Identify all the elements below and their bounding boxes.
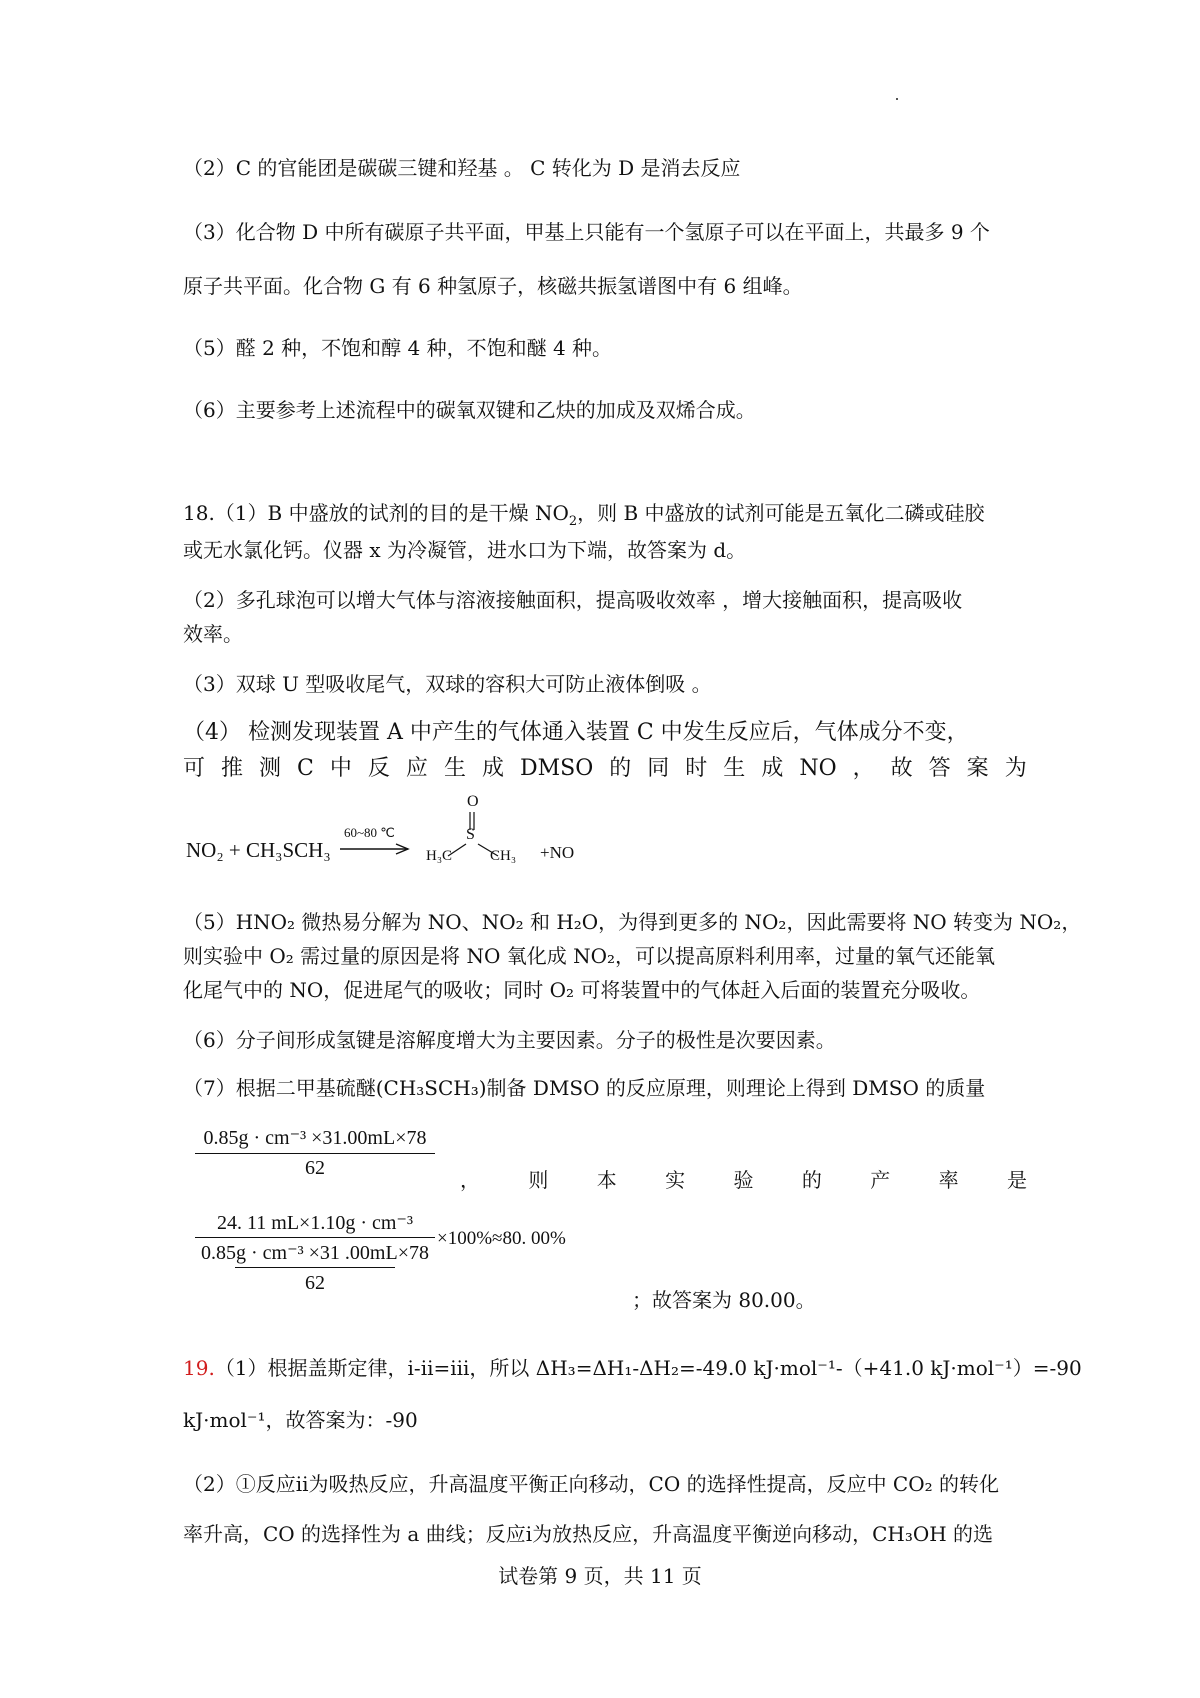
reaction-reactants: NO₂ + CH₃SCH₃ [186, 838, 331, 862]
q18-part1-line1: 18.（1）B 中盛放的试剂的目的是干燥 $NO_2$，则 B 中盛放的试剂可能是五氧化二磷或硅胶 [183, 501, 985, 529]
yield-intro-word-6: 产 [870, 1168, 891, 1192]
q18-part4-word-0: 可 [183, 756, 206, 781]
q17-part5: （5）醛 2 种，不饱和醇 4 种，不饱和醚 4 种。 [183, 336, 613, 360]
q18-part1-line2: 或无水氯化钙。仪器 x 为冷凝管，进水口为下端，故答案为 d。 [183, 538, 747, 562]
q18-part4-word-13: 生 [723, 756, 746, 781]
scan-speck [896, 98, 898, 100]
yield-intro-word-5: 的 [801, 1168, 822, 1192]
q18-part5-line3: 化尾气中的 NO，促进尾气的吸收；同时 O₂ 可将装置中的气体赶入后面的装置充分吸收。 [183, 978, 981, 1002]
yield-inner-denominator: 62 [235, 1267, 395, 1295]
fraction-denominator: 62 [195, 1153, 435, 1180]
yield-inner-numerator: 0.85g · cm⁻³ ×31 .00mL×78 [201, 1242, 429, 1264]
q18-part5-line2: 则实验中 O₂ 需过量的原因是将 NO 氧化成 NO₂，可以提高原料利用率，过量的氧气还能氧 [183, 944, 996, 968]
q18-part4-word-18: 答 [928, 756, 951, 781]
yield-result: ×100%≈80. 00% [437, 1228, 566, 1249]
yield-intro-word-0: ， [460, 1168, 480, 1192]
q18-part6: （6）分子间形成氢键是溶解度增大为主要因素。分子的极性是次要因素。 [183, 1028, 836, 1052]
q18-part4-word-10: 的 [609, 756, 632, 781]
q19-part2-line2: 率升高，CO 的选择性为 a 曲线；反应i为放热反应，升高温度平衡逆向移动，CH₃OH 的选 [183, 1522, 994, 1546]
yield-intro-word-1: 则 [528, 1168, 549, 1192]
q18-part4-word-11: 同 [647, 756, 670, 781]
reaction-condition: 60~80 ℃ [344, 825, 395, 840]
q18-part4-line1: （4） 检测发现装置 A 中产生的气体通入装置 C 中发生反应后，气体成分不变， [183, 720, 969, 745]
q18-part4-word-5: 反 [367, 756, 390, 781]
reaction-product-no: +NO [540, 843, 575, 862]
q18-part4-word-3: C [297, 756, 314, 781]
q18-part3: （3）双球 U 型吸收尾气，双球的容积大可防止液体倒吸 。 [183, 672, 712, 696]
q19-number: 19. [183, 1356, 215, 1380]
q18-part4-word-17: 故 [890, 756, 913, 781]
q19-part1-line1: 19.（1）根据盖斯定律，i-ii=iii，所以 ΔH₃=ΔH₁-ΔH₂=-49.0 kJ·mol⁻¹-（+41.0 kJ·mol⁻¹）=-90 [183, 1356, 1082, 1380]
q18-part4-word-15: NO [799, 756, 837, 781]
q18-part4-word-12: 时 [685, 756, 708, 781]
q18-part4-line2 [183, 758, 1027, 780]
q18-part4-word-8: 成 [481, 756, 504, 781]
yield-denominator [195, 1237, 435, 1295]
q18-part4-word-16: ， [852, 756, 875, 781]
yield-numerator: 24. 11 mL×1.10g · cm⁻³ [217, 1212, 413, 1234]
yield-intro-word-7: 率 [938, 1168, 959, 1192]
q19-part2-line1: （2）①反应ii为吸热反应，升高温度平衡正向移动，CO 的选择性提高，反应中 CO₂ 的转化 [183, 1472, 1000, 1496]
q18-part4-word-1: 推 [221, 756, 244, 781]
q18-answer: ；故答案为 80.00。 [632, 1288, 816, 1312]
q18-part2-line1: （2）多孔球泡可以增大气体与溶液接触面积，提高吸收效率 ，增大接触面积，提高吸收 [183, 588, 963, 612]
dmso-oxygen: O [467, 793, 479, 810]
yield-intro-word-4: 验 [733, 1168, 754, 1192]
q18-part4-word-7: 生 [443, 756, 466, 781]
q18-part4-word-2: 测 [259, 756, 282, 781]
q18-part4-word-14: 成 [761, 756, 784, 781]
q18-part4-word-6: 应 [405, 756, 428, 781]
fraction-yield [195, 1210, 435, 1295]
dmso-sulfur: S [466, 826, 475, 843]
yield-intro-word-2: 本 [596, 1168, 617, 1192]
q17-part6: （6）主要参考上述流程中的碳氧双键和乙炔的加成及双烯合成。 [183, 398, 756, 422]
yield-intro-word-8: 是 [1007, 1168, 1027, 1192]
q18-part7: （7）根据二甲基硫醚(CH₃SCH₃)制备 DMSO 的反应原理，则理论上得到 DMSO 的质量 [183, 1076, 986, 1100]
q18-part5-line1: （5）HNO₂ 微热易分解为 NO、NO₂ 和 H₂O，为得到更多的 NO₂，因此需要将 NO 转变为 NO₂， [183, 910, 1082, 934]
q18-part4-word-20: 为 [1004, 756, 1027, 781]
q18-part4-word-4: 中 [329, 756, 352, 781]
page-footer: 试卷第 9 页，共 11 页 [498, 1564, 702, 1588]
q18-part4-word-19: 案 [966, 756, 989, 781]
q18-part2-line2: 效率。 [183, 622, 243, 646]
yield-intro-line [460, 1170, 1027, 1190]
q19-part1-line2: kJ·mol⁻¹，故答案为：-90 [183, 1408, 418, 1432]
fraction-numerator: 0.85g · cm⁻³ ×31.00mL×78 [203, 1127, 427, 1149]
q17-part2: （2）C 的官能团是碳碳三键和羟基 。 C 转化为 D 是消去反应 [183, 156, 741, 180]
q17-part3-line2: 原子共平面。化合物 G 有 6 种氢原子，核磁共振氢谱图中有 6 组峰。 [183, 274, 803, 298]
reaction-arrow [338, 842, 412, 856]
fraction-theoretical-mass [195, 1125, 435, 1180]
q17-part3-line1: （3）化合物 D 中所有碳原子共平面，甲基上只能有一个氢原子可以在平面上，共最多 9 个 [183, 220, 990, 244]
yield-intro-word-3: 实 [665, 1168, 686, 1192]
q18-part4-word-9: DMSO [519, 756, 594, 781]
dmso-right-methyl: CH₃ [490, 848, 517, 864]
dmso-left-methyl: H₃C [426, 848, 453, 864]
